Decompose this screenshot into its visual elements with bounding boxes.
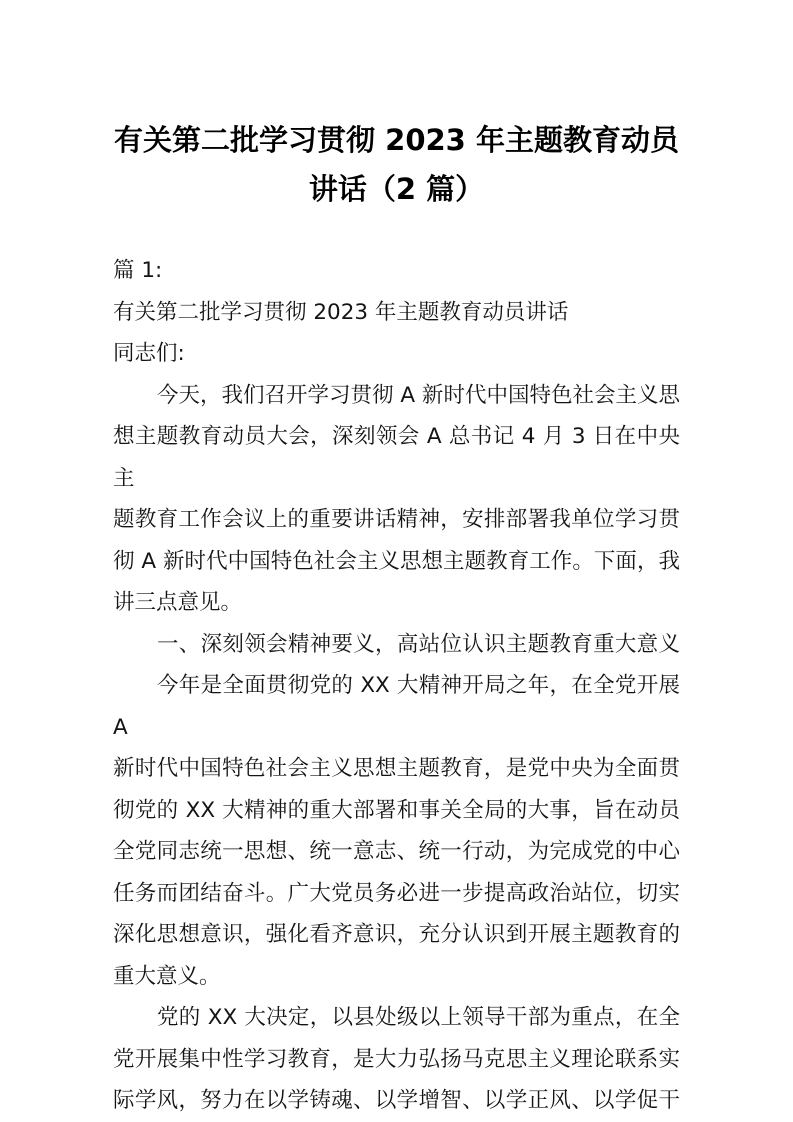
body-line: 际学风，努力在以学铸魂、以学增智、以学正风、以学促干	[113, 1088, 680, 1113]
body-line: 彻党的 XX 大精神的重大部署和事关全局的大事，旨在动员	[113, 797, 680, 823]
body-line: 任务而团结奋斗。广大党员务必进一步提高政治站位，切实	[113, 880, 680, 906]
body-line: 今年是全面贯彻党的 XX 大精神开局之年，在全党开展 A	[113, 673, 680, 740]
body-line: 题教育工作会议上的重要讲话精神，安排部署我单位学习贯	[113, 507, 680, 532]
body-line: 同志们:	[113, 341, 185, 366]
document-title-line-2: 讲话（2 篇）	[308, 172, 485, 206]
body-line: 今天，我们召开学习贯彻 A 新时代中国特色社会主义思	[157, 382, 680, 408]
body-line: 一、深刻领会精神要义，高站位认识主题教育重大意义	[157, 631, 680, 657]
body-line: 篇 1:	[113, 258, 163, 283]
document-title-line-1: 有关第二批学习贯彻 2023 年主题教育动员	[114, 123, 679, 157]
body-line: 重大意义。	[113, 963, 221, 989]
body-line: 党的 XX 大决定，以县处级以上领导干部为重点，在全	[157, 1005, 680, 1030]
body-line: 讲三点意见。	[113, 590, 243, 615]
body-line: 新时代中国特色社会主义思想主题教育，是党中央为全面贯	[113, 756, 680, 781]
body-line: 彻 A 新时代中国特色社会主义思想主题教育工作。下面，我	[113, 548, 680, 574]
document-body	[113, 250, 680, 1122]
body-line: 有关第二批学习贯彻 2023 年主题教育动员讲话	[113, 299, 569, 325]
document-title	[113, 116, 680, 214]
body-line: 想主题教育动员大会，深刻领会 A 总书记 4 月 3 日在中央主	[113, 424, 680, 491]
body-line: 深化思想意识，强化看齐意识，充分认识到开展主题教育的	[113, 922, 680, 947]
body-line: 党开展集中性学习教育，是大力弘扬马克思主义理论联系实	[113, 1046, 680, 1072]
body-line: 全党同志统一思想、统一意志、统一行动，为完成党的中心	[113, 839, 680, 864]
